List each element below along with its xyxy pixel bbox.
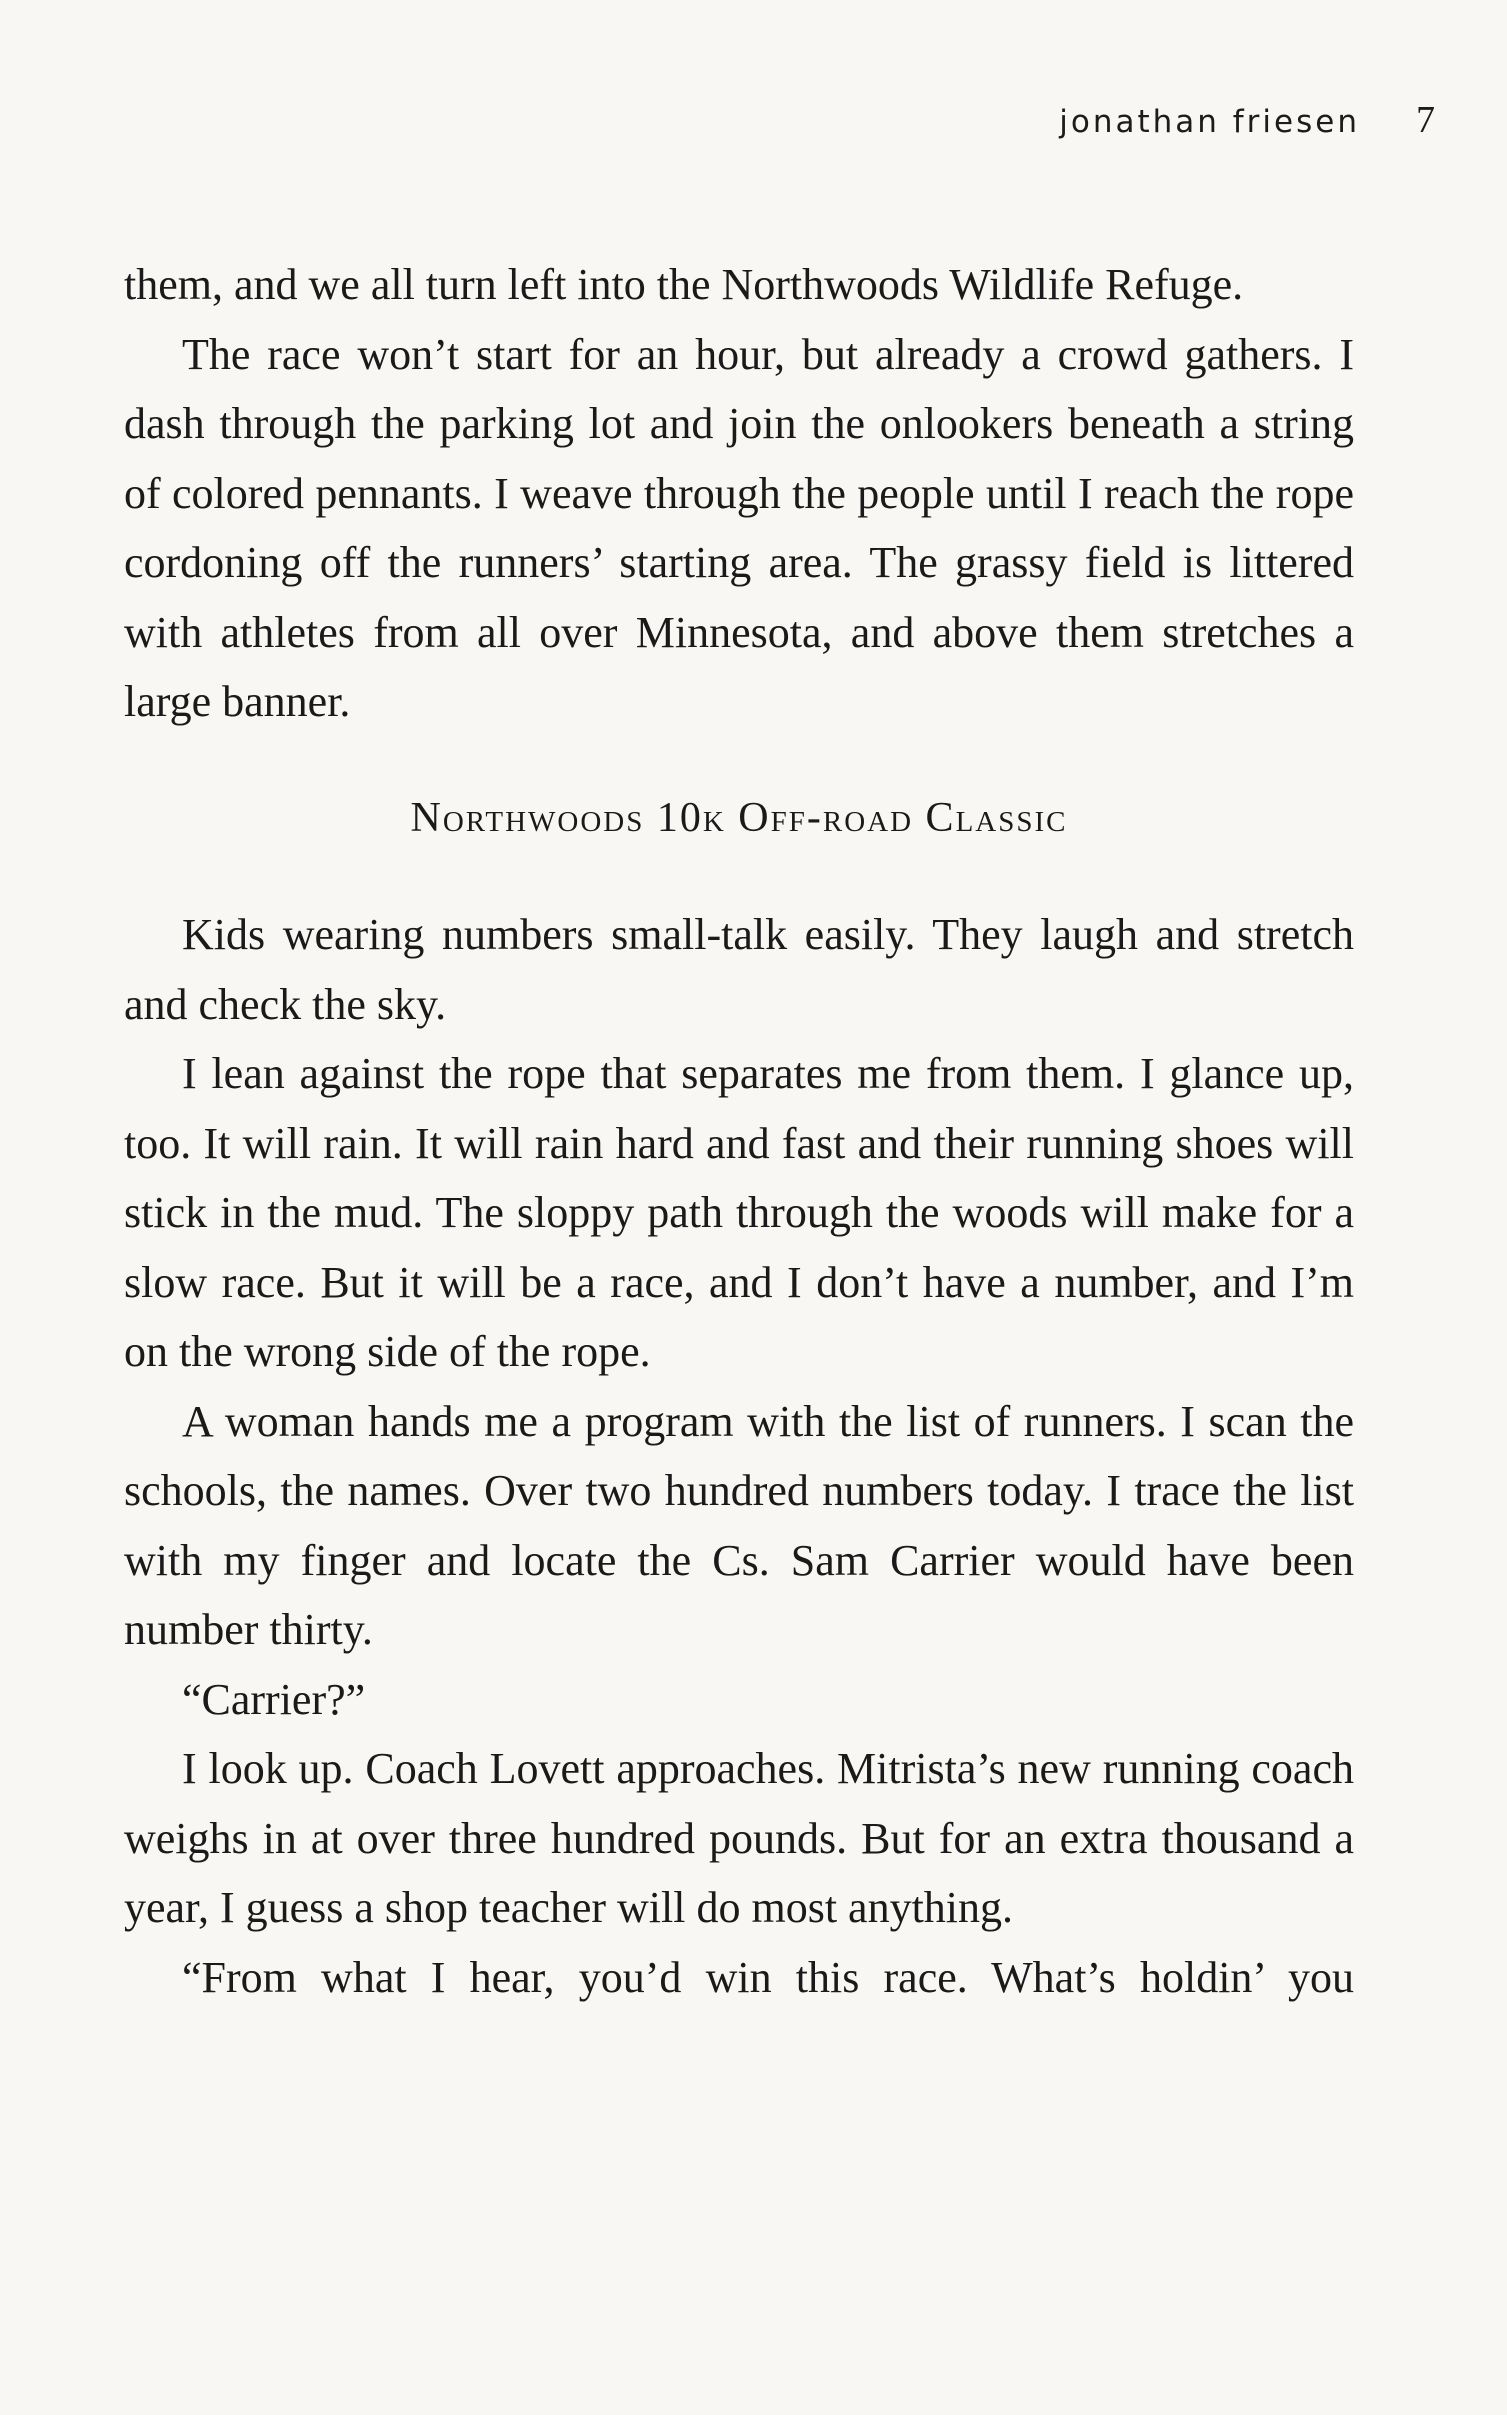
paragraph: A woman hands me a program with the list of runners. I scan the schools, the names. Over two hundred numbers today. I trace the list with my finger and locate the Cs. Sam Carrier would have been number thirty. [124,1396,1354,1654]
page-number: 7 [1416,99,1435,141]
running-head [1059,98,1435,142]
paragraph: I lean against the rope that separates me from them. I glance up, too. It will rain. It will rain hard and fast and their running shoes will stick in the mud. The sloppy path through the woods will make for a slow race. But it will be a race, and I don’t have a number, and I’m on the wrong side of the rope. [124,1049,1354,1376]
running-head-author: jonathan friesen [1059,104,1360,140]
paragraph: I look up. Coach Lovett approaches. Mitrista’s new running coach weighs in at over three hundred pounds. But for an extra thousand a year, I guess a shop teacher will do most anything. [124,1744,1354,1932]
paragraph: “Carrier?” [182,1674,366,1724]
paragraph: Kids wearing numbers small-talk easily. They laugh and stretch and check the sky. [124,910,1354,1029]
paragraph: them, and we all turn left into the Northwoods Wildlife Refuge. [124,260,1244,309]
paragraph: “From what I hear, you’d win this race. What’s holdin’ you [182,1952,1354,2002]
paragraph: The race won’t start for an hour, but already a crowd gathers. I dash through the parking lot and join the onlookers beneath a string of colored pennants. I weave through the people until I reach the rope cordoning off the runners’ starting area. The grassy field is littered with athletes from all over Minnesota, and above them stretches a large banner. [124,329,1354,726]
body-text [124,250,1354,2012]
banner-heading: Northwoods 10k Off-road Classic [410,794,1068,841]
